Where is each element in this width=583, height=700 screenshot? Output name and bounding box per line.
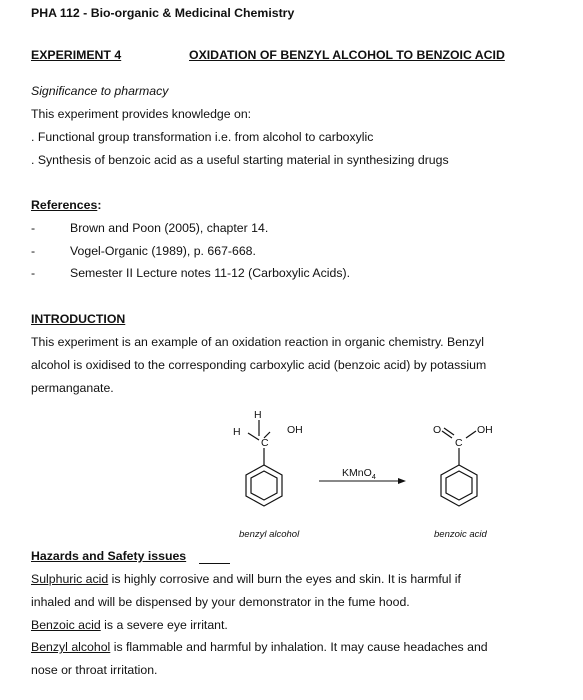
course-header: PHA 112 - Bio-organic & Medicinal Chemistry [31, 6, 295, 20]
hazard-item-benzoic [31, 618, 228, 632]
hazard-term: Sulphuric acid [31, 572, 109, 586]
reaction-scheme [0, 400, 583, 550]
significance-heading: Significance to pharmacy [31, 84, 169, 98]
hazard-item-benzyl-cont: nose or throat irritation. [31, 663, 158, 677]
introduction-line-1: This experiment is an example of an oxidation reaction in organic chemistry. Benzyl [31, 335, 484, 349]
hazards-heading: Hazards and Safety issues [31, 549, 187, 563]
significance-point-1: . Functional group transformation i.e. from alcohol to carboxylic [31, 130, 374, 144]
reaction-arrowhead [398, 478, 406, 484]
reference-bullet-3: - [31, 266, 36, 280]
reactant-atom-top-h: H [254, 409, 262, 421]
introduction-line-3: permanganate. [31, 381, 114, 395]
experiment-label: EXPERIMENT 4 [31, 48, 122, 62]
reagent-label [342, 467, 376, 481]
reactant-atom-oh: OH [287, 424, 303, 436]
hazards-heading-rule [199, 563, 230, 564]
references-colon: : [97, 198, 102, 212]
introduction-line-2: alcohol is oxidised to the corresponding carboxylic acid (benzoic acid) by potassium [31, 358, 487, 372]
reference-item-2: Vogel-Organic (1989), p. 667-668. [70, 244, 256, 258]
benzyl-alcohol-structure [246, 420, 282, 506]
reactant-caption: benzyl alcohol [239, 529, 300, 540]
hazard-term: Benzoic acid [31, 618, 101, 632]
hazard-text: is a severe eye irritant. [100, 618, 228, 632]
experiment-title: OXIDATION OF BENZYL ALCOHOL TO BENZOIC ACID [189, 48, 505, 62]
hazard-item-benzyl [31, 640, 488, 654]
hazard-item-sulphuric-cont: inhaled and will be dispensed by your demonstrator in the fume hood. [31, 595, 410, 609]
reference-bullet-2: - [31, 244, 36, 258]
reference-item-1: Brown and Poon (2005), chapter 14. [70, 221, 269, 235]
reference-item-3: Semester II Lecture notes 11-12 (Carboxylic Acids). [70, 266, 350, 280]
reference-bullet-1: - [31, 221, 36, 235]
product-atom-oh: OH [477, 424, 493, 436]
hazard-term: Benzyl alcohol [31, 640, 111, 654]
references-heading [31, 198, 101, 212]
reagent-main: KMnO [342, 467, 372, 479]
hazard-item-sulphuric [31, 572, 461, 586]
reactant-atom-left-h: H [233, 426, 241, 438]
reagent-subscript: 4 [371, 472, 376, 481]
introduction-heading: INTRODUCTION [31, 312, 126, 326]
significance-point-2: . Synthesis of benzoic acid as a useful starting material in synthesizing drugs [31, 153, 449, 167]
reactant-atom-c: C [261, 437, 269, 449]
significance-intro: This experiment provides knowledge on: [31, 107, 252, 121]
references-heading-text: References [31, 198, 98, 212]
hazard-text: is flammable and harmful by inhalation. It may cause headaches and [110, 640, 488, 654]
hazard-text: is highly corrosive and will burn the eyes and skin. It is harmful if [108, 572, 461, 586]
product-caption: benzoic acid [434, 529, 487, 540]
product-atom-o: O [433, 424, 442, 436]
product-atom-c: C [455, 437, 463, 449]
